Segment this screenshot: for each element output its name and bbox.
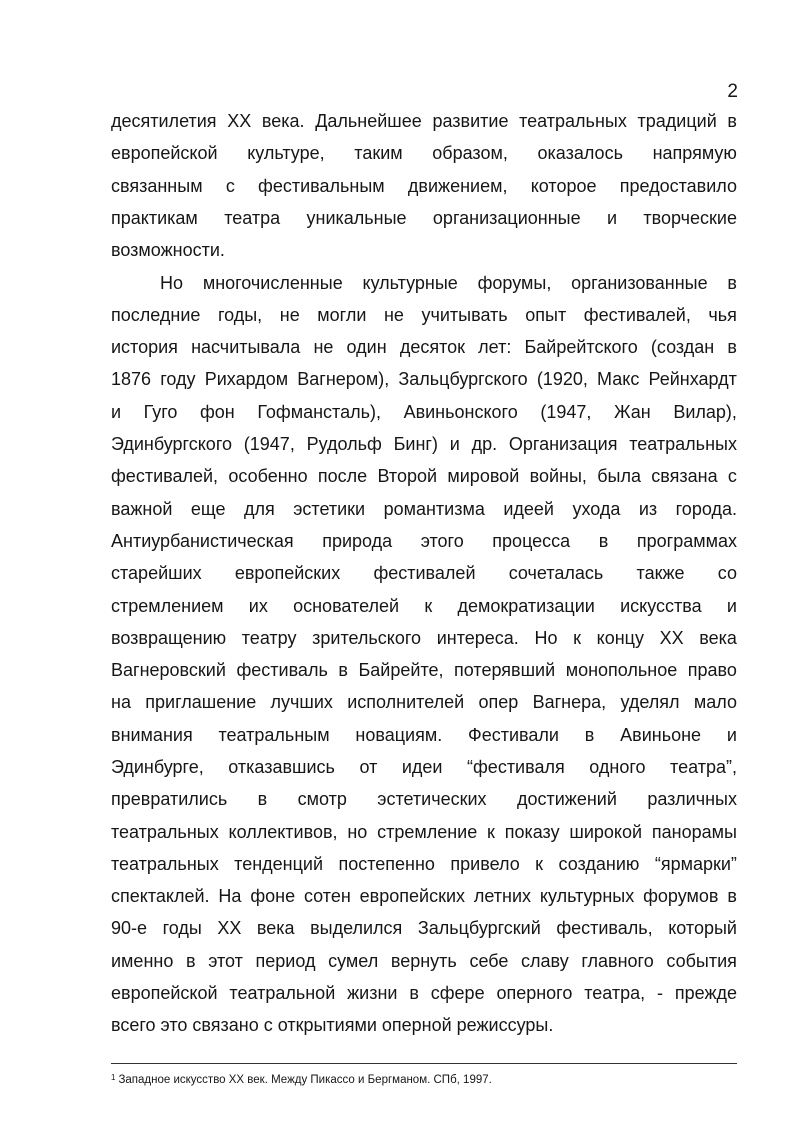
text-line: практикам театра уникальные организационные и творческие: [111, 208, 737, 228]
text-line: Эдинбурге, отказавшись от идеи “фестиваля одного театра”,: [111, 757, 737, 777]
text-line: спектаклей. На фоне сотен европейских летних культурных форумов в: [111, 886, 737, 906]
text-line: внимания театральным новациям. Фестивали в Авиньоне и: [111, 725, 737, 745]
text-line: стремлением их основателей к демократизации искусства и: [111, 596, 737, 616]
text-line: возможности.: [111, 240, 225, 260]
footnote-text: Западное искусство XX век. Между Пикассо и Бергманом. СПб, 1997.: [118, 1074, 492, 1086]
text-line: превратились в смотр эстетических достижений различных: [111, 789, 737, 809]
text-line: и Гуго фон Гофмансталь), Авиньонского (1947, Жан Вилар),: [111, 402, 737, 422]
text-line: старейших европейских фестивалей сочеталась также со: [111, 563, 737, 583]
text-line: последние годы, не могли не учитывать опыт фестивалей, чья: [111, 305, 737, 325]
text-line: 90-е годы XX века выделился Зальцбургский фестиваль, который: [111, 918, 737, 938]
text-line: всего это связано с открытиями оперной режиссуры.: [111, 1015, 554, 1035]
text-line: важной еще для эстетики романтизма идеей ухода из города.: [111, 499, 737, 519]
text-line: Эдинбургского (1947, Рудольф Бинг) и др. Организация театральных: [111, 434, 737, 454]
footnote-marker: 1: [111, 1073, 116, 1082]
text-line: на приглашение лучших исполнителей опер Вагнера, уделял мало: [111, 692, 737, 712]
text-line: фестивалей, особенно после Второй мировой войны, была связана с: [111, 466, 737, 486]
footnote-divider: [111, 1063, 737, 1064]
text-line: театральных тенденций постепенно привело к созданию “ярмарки”: [111, 854, 737, 874]
text-line: Антиурбанистическая природа этого процесса в программах: [111, 531, 737, 551]
text-line: театральных коллективов, но стремление к показу широкой панорамы: [111, 822, 737, 842]
text-line: европейской культуре, таким образом, оказалось напрямую: [111, 143, 737, 163]
text-line: история насчитывала не один десяток лет: Байрейтского (создан в: [111, 337, 737, 357]
text-line: Вагнеровский фестиваль в Байрейте, потерявший монопольное право: [111, 660, 737, 680]
text-line: возвращению театру зрительского интереса. Но к концу XX века: [111, 628, 737, 648]
text-line: именно в этот период сумел вернуть себе славу главного события: [111, 951, 737, 971]
text-line: 1876 году Рихардом Вагнером), Зальцбургского (1920, Макс Рейнхардт: [111, 369, 737, 389]
footnote: [111, 1072, 492, 1088]
text-line: связанным с фестивальным движением, которое предоставило: [111, 176, 737, 196]
text-line: европейской театральной жизни в сфере оперного театра, - прежде: [111, 983, 737, 1003]
text-line: десятилетия XX века. Дальнейшее развитие театральных традиций в: [111, 111, 737, 131]
page-number: 2: [727, 81, 738, 102]
text-line: Но многочисленные культурные форумы, организованные в: [160, 273, 737, 293]
